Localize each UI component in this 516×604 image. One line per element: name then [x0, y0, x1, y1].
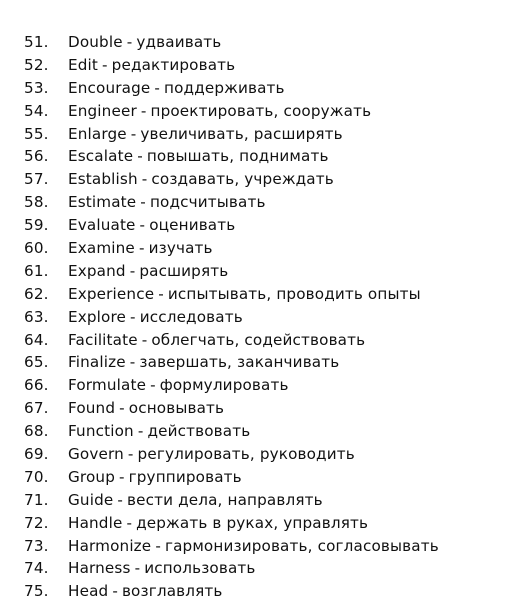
english-term: Handle [68, 513, 123, 532]
english-term: Evaluate [68, 216, 136, 235]
item-number: 73. [24, 536, 49, 555]
english-term: Expand [68, 261, 126, 280]
separator: - [117, 490, 123, 509]
item-number: 75. [24, 582, 49, 601]
list-item [24, 466, 512, 489]
russian-translation: использовать [144, 559, 256, 578]
english-term: Engineer [68, 101, 137, 120]
list-item [24, 306, 512, 329]
russian-translation: группировать [128, 467, 242, 486]
english-term: Estimate [68, 193, 137, 212]
english-term: Edit [68, 55, 99, 74]
item-number: 57. [24, 170, 49, 189]
russian-translation: оценивать [149, 216, 236, 235]
item-number: 63. [24, 307, 49, 326]
separator: - [102, 55, 108, 74]
english-term: Examine [68, 239, 135, 258]
separator: - [139, 216, 146, 235]
separator: - [154, 78, 161, 97]
english-term: Group [68, 467, 115, 486]
separator: - [138, 239, 145, 258]
english-term: Double [68, 33, 123, 51]
item-number: 60. [24, 239, 49, 258]
russian-translation: завершать, заканчивать [139, 353, 340, 372]
list-item [24, 100, 512, 123]
russian-translation: расширять [139, 261, 229, 280]
list-item [24, 329, 512, 352]
list-item [24, 374, 512, 397]
list-item [24, 512, 512, 535]
separator: - [140, 193, 146, 212]
english-term: Facilitate [68, 330, 138, 349]
item-number: 51. [24, 33, 49, 51]
english-term: Govern [68, 445, 124, 464]
separator: - [137, 422, 144, 441]
russian-translation: увеличивать, расширять [140, 124, 343, 143]
list-item [24, 54, 512, 77]
separator: - [119, 399, 125, 418]
english-term: Explore [68, 307, 127, 326]
list-item [24, 168, 512, 191]
english-term: Establish [68, 170, 138, 189]
list-item [24, 535, 512, 558]
item-number: 71. [24, 490, 49, 509]
english-term: Escalate [68, 147, 134, 166]
russian-translation: подсчитывать [149, 193, 266, 212]
english-term: Head [68, 582, 109, 601]
vocabulary-list [24, 31, 512, 603]
separator: - [126, 33, 133, 51]
english-term: Encourage [68, 78, 151, 97]
separator: - [130, 307, 136, 326]
list-item [24, 77, 512, 100]
separator: - [134, 559, 141, 578]
separator: - [155, 536, 161, 555]
russian-translation: изучать [148, 239, 213, 258]
russian-translation: удваивать [136, 33, 222, 51]
english-term: Guide [68, 490, 114, 509]
english-term: Found [68, 399, 116, 418]
list-item [24, 443, 512, 466]
item-number: 52. [24, 55, 49, 74]
separator: - [129, 353, 136, 372]
separator: - [137, 147, 143, 166]
list-item [24, 351, 512, 374]
list-item [24, 123, 512, 146]
russian-translation: поддерживать [164, 78, 285, 97]
russian-translation: проектировать, сооружать [150, 101, 372, 120]
russian-translation: действовать [147, 422, 251, 441]
item-number: 65. [24, 353, 49, 372]
separator: - [158, 284, 164, 303]
list-item [24, 420, 512, 443]
separator: - [129, 261, 136, 280]
russian-translation: держать в руках, управлять [136, 513, 369, 532]
separator: - [141, 170, 148, 189]
item-number: 64. [24, 330, 49, 349]
russian-translation: гармонизировать, согласовывать [164, 536, 439, 555]
list-item [24, 31, 512, 54]
russian-translation: вести дела, направлять [127, 490, 323, 509]
english-term: Finalize [68, 353, 126, 372]
separator: - [130, 124, 137, 143]
list-item [24, 214, 512, 237]
english-term: Function [68, 422, 134, 441]
russian-translation: регулировать, руководить [137, 445, 355, 464]
item-number: 62. [24, 284, 49, 303]
item-number: 70. [24, 467, 49, 486]
list-item [24, 557, 512, 580]
list-item [24, 580, 512, 603]
separator: - [141, 330, 148, 349]
russian-translation: редактировать [111, 55, 236, 74]
list-item [24, 260, 512, 283]
english-term: Harmonize [68, 536, 152, 555]
separator: - [126, 513, 133, 532]
russian-translation: возглавлять [121, 582, 223, 601]
russian-translation: создавать, учреждать [151, 170, 334, 189]
russian-translation: испытывать, проводить опыты [167, 284, 421, 303]
item-number: 53. [24, 78, 49, 97]
separator: - [112, 582, 118, 601]
item-number: 55. [24, 124, 49, 143]
russian-translation: формулировать [159, 376, 289, 395]
list-item [24, 145, 512, 168]
item-number: 66. [24, 376, 49, 395]
russian-translation: облегчать, содействовать [151, 330, 366, 349]
item-number: 67. [24, 399, 49, 418]
english-term: Enlarge [68, 124, 127, 143]
separator: - [140, 101, 147, 120]
item-number: 68. [24, 422, 49, 441]
list-item [24, 191, 512, 214]
item-number: 69. [24, 445, 49, 464]
list-item [24, 489, 512, 512]
separator: - [119, 467, 125, 486]
russian-translation: повышать, поднимать [146, 147, 329, 166]
item-number: 74. [24, 559, 49, 578]
english-term: Harness [68, 559, 131, 578]
separator: - [127, 445, 134, 464]
russian-translation: основывать [128, 399, 225, 418]
english-term: Experience [68, 284, 155, 303]
list-item [24, 283, 512, 306]
item-number: 72. [24, 513, 49, 532]
item-number: 61. [24, 261, 49, 280]
item-number: 58. [24, 193, 49, 212]
item-number: 59. [24, 216, 49, 235]
item-number: 54. [24, 101, 49, 120]
list-item [24, 237, 512, 260]
russian-translation: исследовать [139, 307, 243, 326]
english-term: Formulate [68, 376, 147, 395]
list-item [24, 397, 512, 420]
item-number: 56. [24, 147, 49, 166]
separator: - [150, 376, 156, 395]
